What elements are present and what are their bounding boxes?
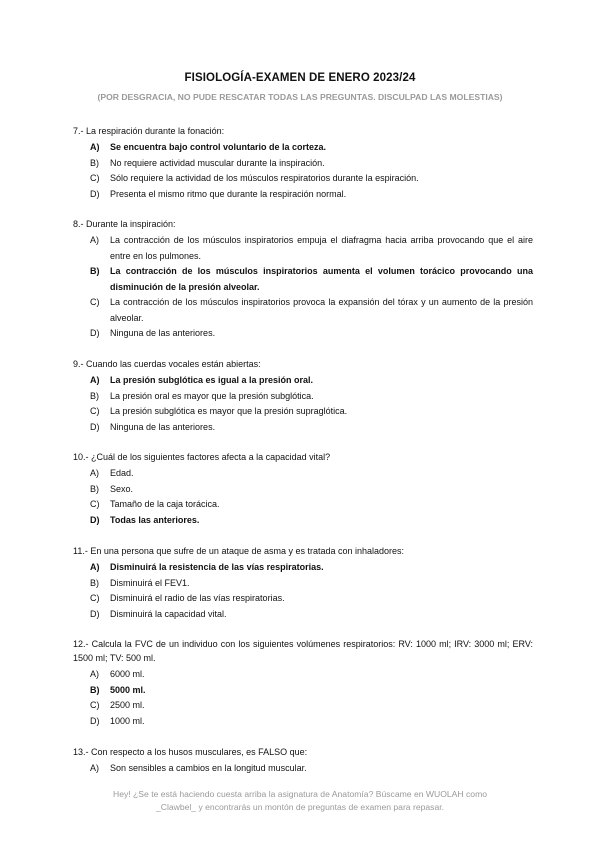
option-letter: A) xyxy=(90,235,99,245)
question-text: 13.- Con respecto a los husos musculares, es FALSO que: xyxy=(73,747,308,757)
option-text: Ninguna de las anteriores. xyxy=(110,421,216,432)
option-text: Todas las anteriores. xyxy=(110,514,200,525)
option-text: No requiere actividad muscular durante la inspiración. xyxy=(110,157,325,168)
option-letter: A) xyxy=(90,468,99,478)
question-text: 7.- La respiración durante la fonación: xyxy=(73,126,225,136)
option-text: Ninguna de las anteriores. xyxy=(110,328,216,338)
option-letter: D) xyxy=(90,514,100,525)
option-c xyxy=(73,404,533,420)
option-text: Edad. xyxy=(110,468,134,478)
option-text: Disminuirá el radio de las vías respiratorias. xyxy=(110,593,285,603)
option-letter: B) xyxy=(90,577,99,588)
page-subtitle: (POR DESGRACIA, NO PUDE RESCATAR TODAS LAS PREGUNTAS. DISCULPAD LAS MOLESTIAS) xyxy=(97,92,503,102)
option-letter: A) xyxy=(90,562,100,572)
option-text: La contracción de los músculos inspiratorios provoca la expansión del tórax y un aumento de la presión alveolar. xyxy=(110,297,533,323)
option-letter: C) xyxy=(90,173,100,183)
option-text: La presión oral es mayor que la presión subglótica. xyxy=(110,390,314,401)
option-text: Se encuentra bajo control voluntario de la corteza. xyxy=(110,142,327,152)
option-a xyxy=(73,140,533,156)
option-list xyxy=(73,761,533,777)
option-a xyxy=(73,373,533,389)
option-letter: B) xyxy=(90,157,99,168)
question-12 xyxy=(73,637,533,729)
option-text: 1000 ml. xyxy=(110,715,145,726)
option-c xyxy=(73,497,533,513)
option-text: La contracción de los músculos inspiratorios empuja el diafragma hacia arriba provocando que el aire entre en los pulmones. xyxy=(110,235,533,261)
option-list xyxy=(73,466,533,528)
option-letter: B) xyxy=(90,266,100,276)
option-text: La presión subglótica es igual a la presión oral. xyxy=(110,375,314,385)
option-letter: A) xyxy=(90,375,100,385)
question-text: 12.- Calcula la FVC de un individuo con los siguientes volúmenes respiratorios: RV: 1000 ml; IRV: 3000 ml; ERV: 1500 ml; TV: 500 ml. xyxy=(73,639,533,663)
option-text: Disminuirá el FEV1. xyxy=(110,577,190,588)
option-text: La presión subglótica es mayor que la presión supraglótica. xyxy=(110,406,348,416)
option-a xyxy=(73,233,533,264)
footer-line-2: _Clawbel_ y encontrarás un montón de preguntas de examen para repasar. xyxy=(155,802,445,812)
option-text: Tamaño de la caja torácica. xyxy=(110,499,220,509)
promo-footer xyxy=(70,788,530,814)
option-letter: B) xyxy=(90,390,99,401)
option-a xyxy=(73,466,533,482)
option-d xyxy=(73,187,533,203)
footer-line-1: Hey! ¿Se te está haciendo cuesta arriba la asignatura de Anatomía? Búscame en WUOLAH como xyxy=(112,789,488,799)
question-10 xyxy=(73,450,533,528)
option-d xyxy=(73,420,533,436)
option-list xyxy=(73,560,533,622)
option-a xyxy=(73,761,533,777)
question-13 xyxy=(73,745,533,777)
question-11 xyxy=(73,544,533,622)
option-text: 5000 ml. xyxy=(110,684,146,695)
option-text: La contracción de los músculos inspiratorios aumenta el volumen torácico provocando una disminución de la presión alveolar. xyxy=(110,266,533,292)
option-b xyxy=(73,576,533,592)
option-letter: C) xyxy=(90,297,100,307)
option-b xyxy=(73,264,533,295)
page-title: FISIOLOGÍA-EXAMEN DE ENERO 2023/24 xyxy=(184,72,416,84)
option-d xyxy=(73,326,533,342)
option-c xyxy=(73,171,533,187)
option-b xyxy=(73,389,533,405)
option-letter: C) xyxy=(90,700,100,710)
option-list xyxy=(73,233,533,342)
question-text: 11.- En una persona que sufre de un ataque de asma y es tratada con inhaladores: xyxy=(73,546,405,556)
option-b xyxy=(73,683,533,699)
option-text: Sólo requiere la actividad de los músculos respiratorios durante la espiración. xyxy=(110,173,419,183)
option-letter: D) xyxy=(90,715,100,726)
question-text: 9.- Cuando las cuerdas vocales están abiertas: xyxy=(73,359,261,369)
option-text: Disminuirá la capacidad vital. xyxy=(110,608,227,619)
option-text: Disminuirá la resistencia de las vías respiratorias. xyxy=(110,562,324,572)
option-letter: A) xyxy=(90,669,99,679)
option-c xyxy=(73,591,533,607)
option-b xyxy=(73,482,533,498)
option-letter: D) xyxy=(90,188,100,199)
question-text: 8.- Durante la inspiración: xyxy=(73,219,176,229)
option-letter: A) xyxy=(90,142,100,152)
option-letter: D) xyxy=(90,328,100,338)
option-list xyxy=(73,373,533,435)
option-text: Son sensibles a cambios en la longitud muscular. xyxy=(110,763,307,773)
question-7 xyxy=(73,124,533,202)
option-letter: C) xyxy=(90,499,100,509)
option-letter: D) xyxy=(90,421,100,432)
option-text: Sexo. xyxy=(110,483,134,494)
option-letter: A) xyxy=(90,763,99,773)
option-list xyxy=(73,140,533,202)
option-b xyxy=(73,156,533,172)
option-d xyxy=(73,513,533,529)
question-9 xyxy=(73,357,533,435)
option-list xyxy=(73,667,533,729)
option-c xyxy=(73,698,533,714)
option-text: 6000 ml. xyxy=(110,669,145,679)
option-letter: B) xyxy=(90,483,99,494)
option-letter: D) xyxy=(90,608,100,619)
option-letter: B) xyxy=(90,684,100,695)
option-a xyxy=(73,560,533,576)
option-c xyxy=(73,295,533,326)
question-8 xyxy=(73,217,533,342)
question-text: 10.- ¿Cuál de los siguientes factores afecta a la capacidad vital? xyxy=(73,452,331,462)
option-letter: C) xyxy=(90,593,100,603)
option-letter: C) xyxy=(90,406,100,416)
option-text: 2500 ml. xyxy=(110,700,145,710)
option-a xyxy=(73,667,533,683)
option-text: Presenta el mismo ritmo que durante la respiración normal. xyxy=(110,188,347,199)
option-d xyxy=(73,607,533,623)
option-d xyxy=(73,714,533,730)
